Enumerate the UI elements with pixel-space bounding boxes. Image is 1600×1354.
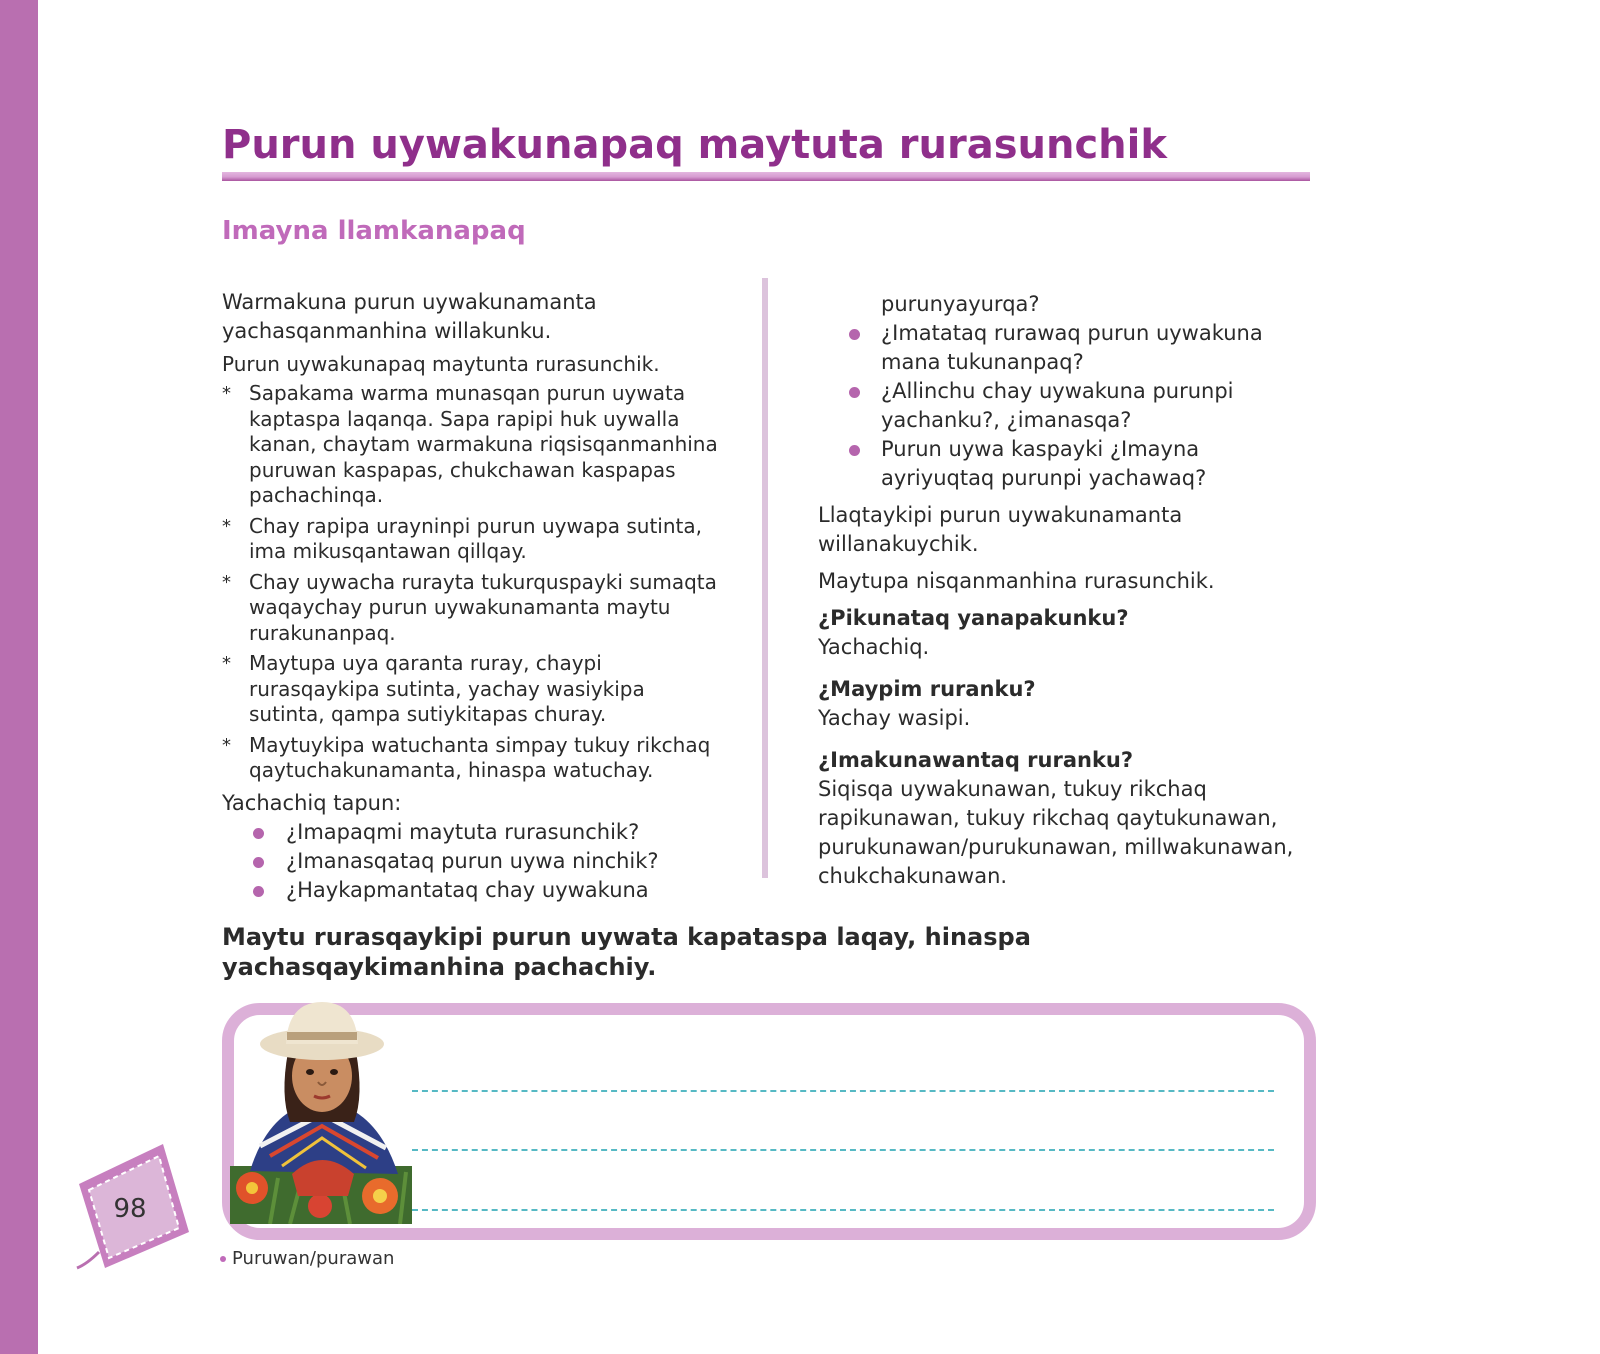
questions-list	[222, 818, 722, 905]
list-item: * Maytupa uya qaranta ruray, chaypi rurasqaykipa sutinta, yachay wasiykipa sutinta, qampa sutiykitapas churay.	[222, 651, 645, 726]
list-item: ¿Imanasqataq purun uywa ninchik?	[222, 847, 722, 876]
left-margin-band	[0, 0, 38, 1354]
paragraph: Llaqtaykipi purun uywakunamanta willanakuychik.	[818, 503, 1183, 556]
page-number: 98	[113, 1194, 147, 1224]
bullet-icon	[220, 1256, 226, 1262]
child-illustration	[230, 996, 412, 1224]
list-item: ¿Haykapmantataq chay uywakuna	[222, 876, 722, 905]
list-item: ¿Imapaqmi maytuta rurasunchik?	[222, 818, 722, 847]
asterisk-icon: *	[222, 653, 231, 674]
question-continuation: purunyayurqa?	[881, 292, 1040, 316]
footnote	[220, 1248, 394, 1269]
left-column	[222, 288, 722, 905]
asterisk-icon: *	[222, 515, 231, 537]
bullet-icon	[849, 387, 860, 398]
intro-paragraph: Warmakuna purun uywakunamanta yachasqanmanhina willakunku.	[222, 290, 597, 343]
title-underline	[222, 172, 1310, 181]
right-column	[818, 290, 1318, 891]
question-heading: ¿Imakunawantaq ruranku?	[818, 748, 1134, 772]
questions-heading: Yachachiq tapun:	[222, 790, 402, 815]
bullet-icon	[253, 886, 264, 897]
answer-text: Siqisqa uywakunawan, tukuy rikchaq rapikunawan, tukuy rikchaq qaytukunawan, purukunawan/purukunawan, millwakunawan, chukchakunawan.	[818, 777, 1294, 888]
list-item: ¿Imatataq rurawaq purun uywakuna mana tukunanpaq?	[818, 319, 1318, 377]
list-item: * Maytuykipa watuchanta simpay tukuy rikchaq qaytuchakunamanta, hinaspa watuchay.	[222, 732, 711, 782]
footnote-text: Puruwan/purawan	[232, 1248, 395, 1269]
writing-line[interactable]	[412, 1149, 1274, 1151]
bullet-icon	[253, 828, 264, 839]
bullet-icon	[849, 445, 860, 456]
page-title: Purun uywakunapaq maytuta rurasunchik	[222, 122, 1167, 168]
writing-line[interactable]	[412, 1090, 1274, 1092]
asterisk-icon: *	[222, 571, 231, 593]
question-heading: ¿Pikunataq yanapakunku?	[818, 606, 1129, 630]
questions-list-continued	[818, 319, 1318, 493]
answer-text: Yachay wasipi.	[818, 706, 971, 730]
list-item: * Chay uywacha rurayta tukurquspayki sumaqta waqaychay purun uywakunamanta maytu rurakunanpaq.	[222, 569, 717, 645]
asterisk-icon: *	[222, 383, 231, 404]
list-item: * Sapakama warma munasqan purun uywata kaptaspa laqanqa. Sapa rapipi huk uywalla kanan, chaytam warmakuna riqsisqanmanhina puruwan kaspapas, chukchawan kaspapas pachachinqa.	[222, 381, 718, 507]
list-item: Purun uywa kaspayki ¿Imayna ayriyuqtaq purunpi yachawaq?	[818, 435, 1318, 493]
activity-instruction: Maytu rurasqaykipi purun uywata kapataspa laqay, hinaspa yachasqaykimanhina pachachiy.	[222, 923, 1031, 981]
question-heading: ¿Maypim ruranku?	[818, 677, 1036, 701]
column-divider	[762, 278, 768, 878]
section-subtitle: Imayna llamkanapaq	[222, 216, 526, 246]
writing-line[interactable]	[412, 1209, 1274, 1211]
intro-paragraph-2: Purun uywakunapaq maytunta rurasunchik.	[222, 352, 660, 376]
paragraph: Maytupa nisqanmanhina rurasunchik.	[818, 569, 1215, 593]
bullet-icon	[253, 857, 264, 868]
list-item: ¿Allinchu chay uywakuna purunpi yachanku?, ¿imanasqa?	[818, 377, 1318, 435]
steps-list	[222, 381, 722, 784]
asterisk-icon: *	[222, 734, 231, 756]
bullet-icon	[849, 329, 860, 340]
list-item: * Chay rapipa urayninpi purun uywapa sutinta, ima mikusqantawan qillqay.	[222, 513, 702, 563]
answer-text: Yachachiq.	[818, 635, 930, 659]
